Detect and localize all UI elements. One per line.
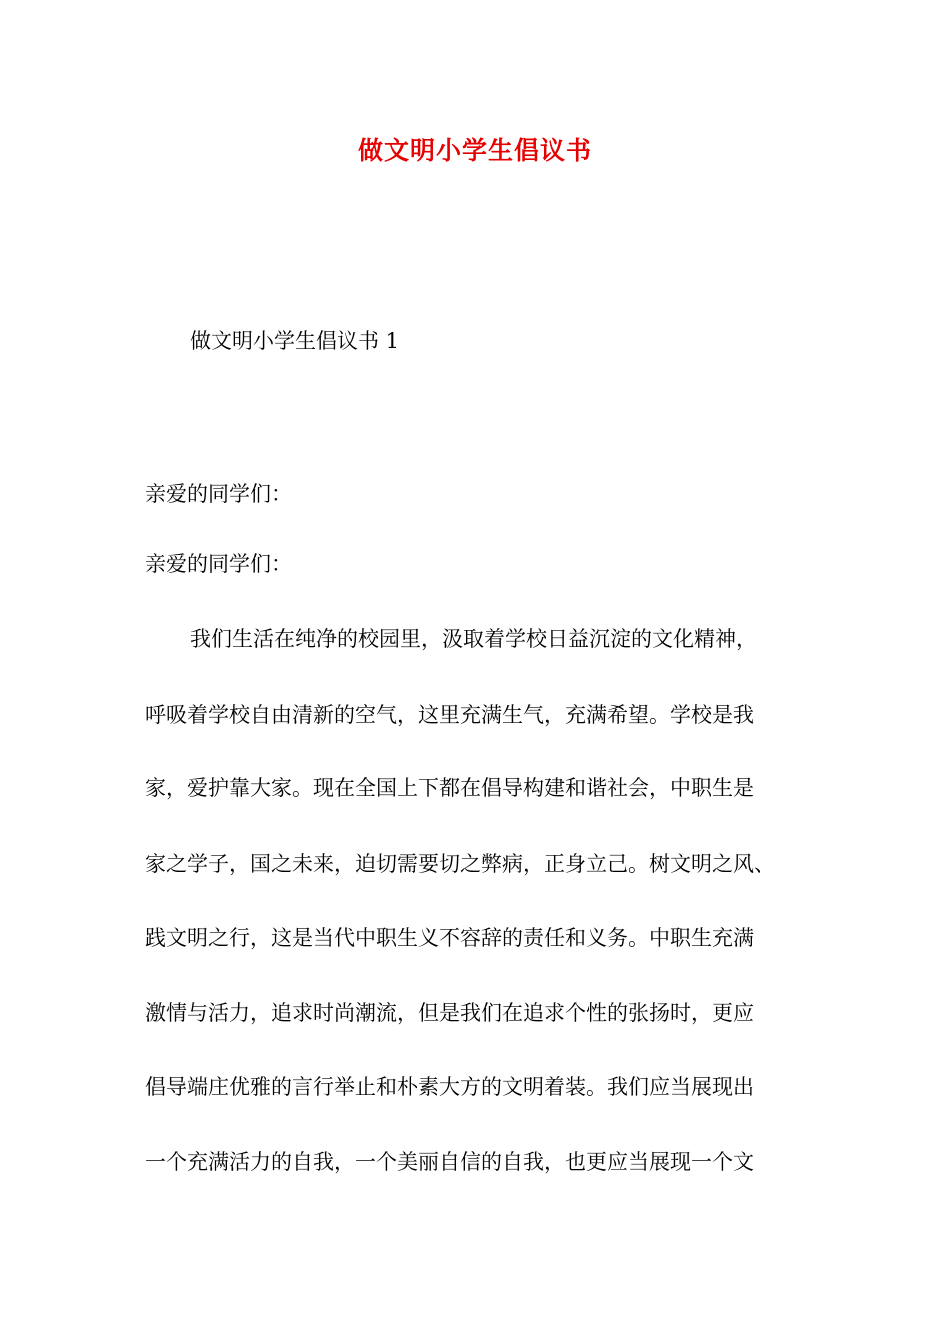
body-line: 家，爱护靠大家。现在全国上下都在倡导构建和谐社会，中职生是 (145, 776, 754, 800)
body-line: 我们生活在纯净的校园里，汲取着学校日益沉淀的文化精神， (190, 627, 757, 651)
body-line: 倡导端庄优雅的言行举止和朴素大方的文明着装。我们应当展现出 (145, 1075, 754, 1099)
salutation-line: 亲爱的同学们： (145, 482, 292, 506)
body-line: 呼吸着学校自由清新的空气，这里充满生气，充满希望。学校是我 (145, 703, 754, 727)
body-line: 激情与活力，追求时尚潮流，但是我们在追求个性的张扬时，更应 (145, 1001, 754, 1025)
body-line: 家之学子，国之未来，迫切需要切之弊病，正身立己。树文明之风、 (145, 852, 775, 876)
body-line: 一个充满活力的自我，一个美丽自信的自我，也更应当展现一个文 (145, 1150, 754, 1174)
salutation-line: 亲爱的同学们： (145, 552, 292, 576)
body-line: 践文明之行，这是当代中职生义不容辞的责任和义务。中职生充满 (145, 926, 754, 950)
document-title: 做文明小学生倡议书 (357, 136, 592, 165)
document-subtitle: 做文明小学生倡议书 1 (190, 329, 400, 353)
